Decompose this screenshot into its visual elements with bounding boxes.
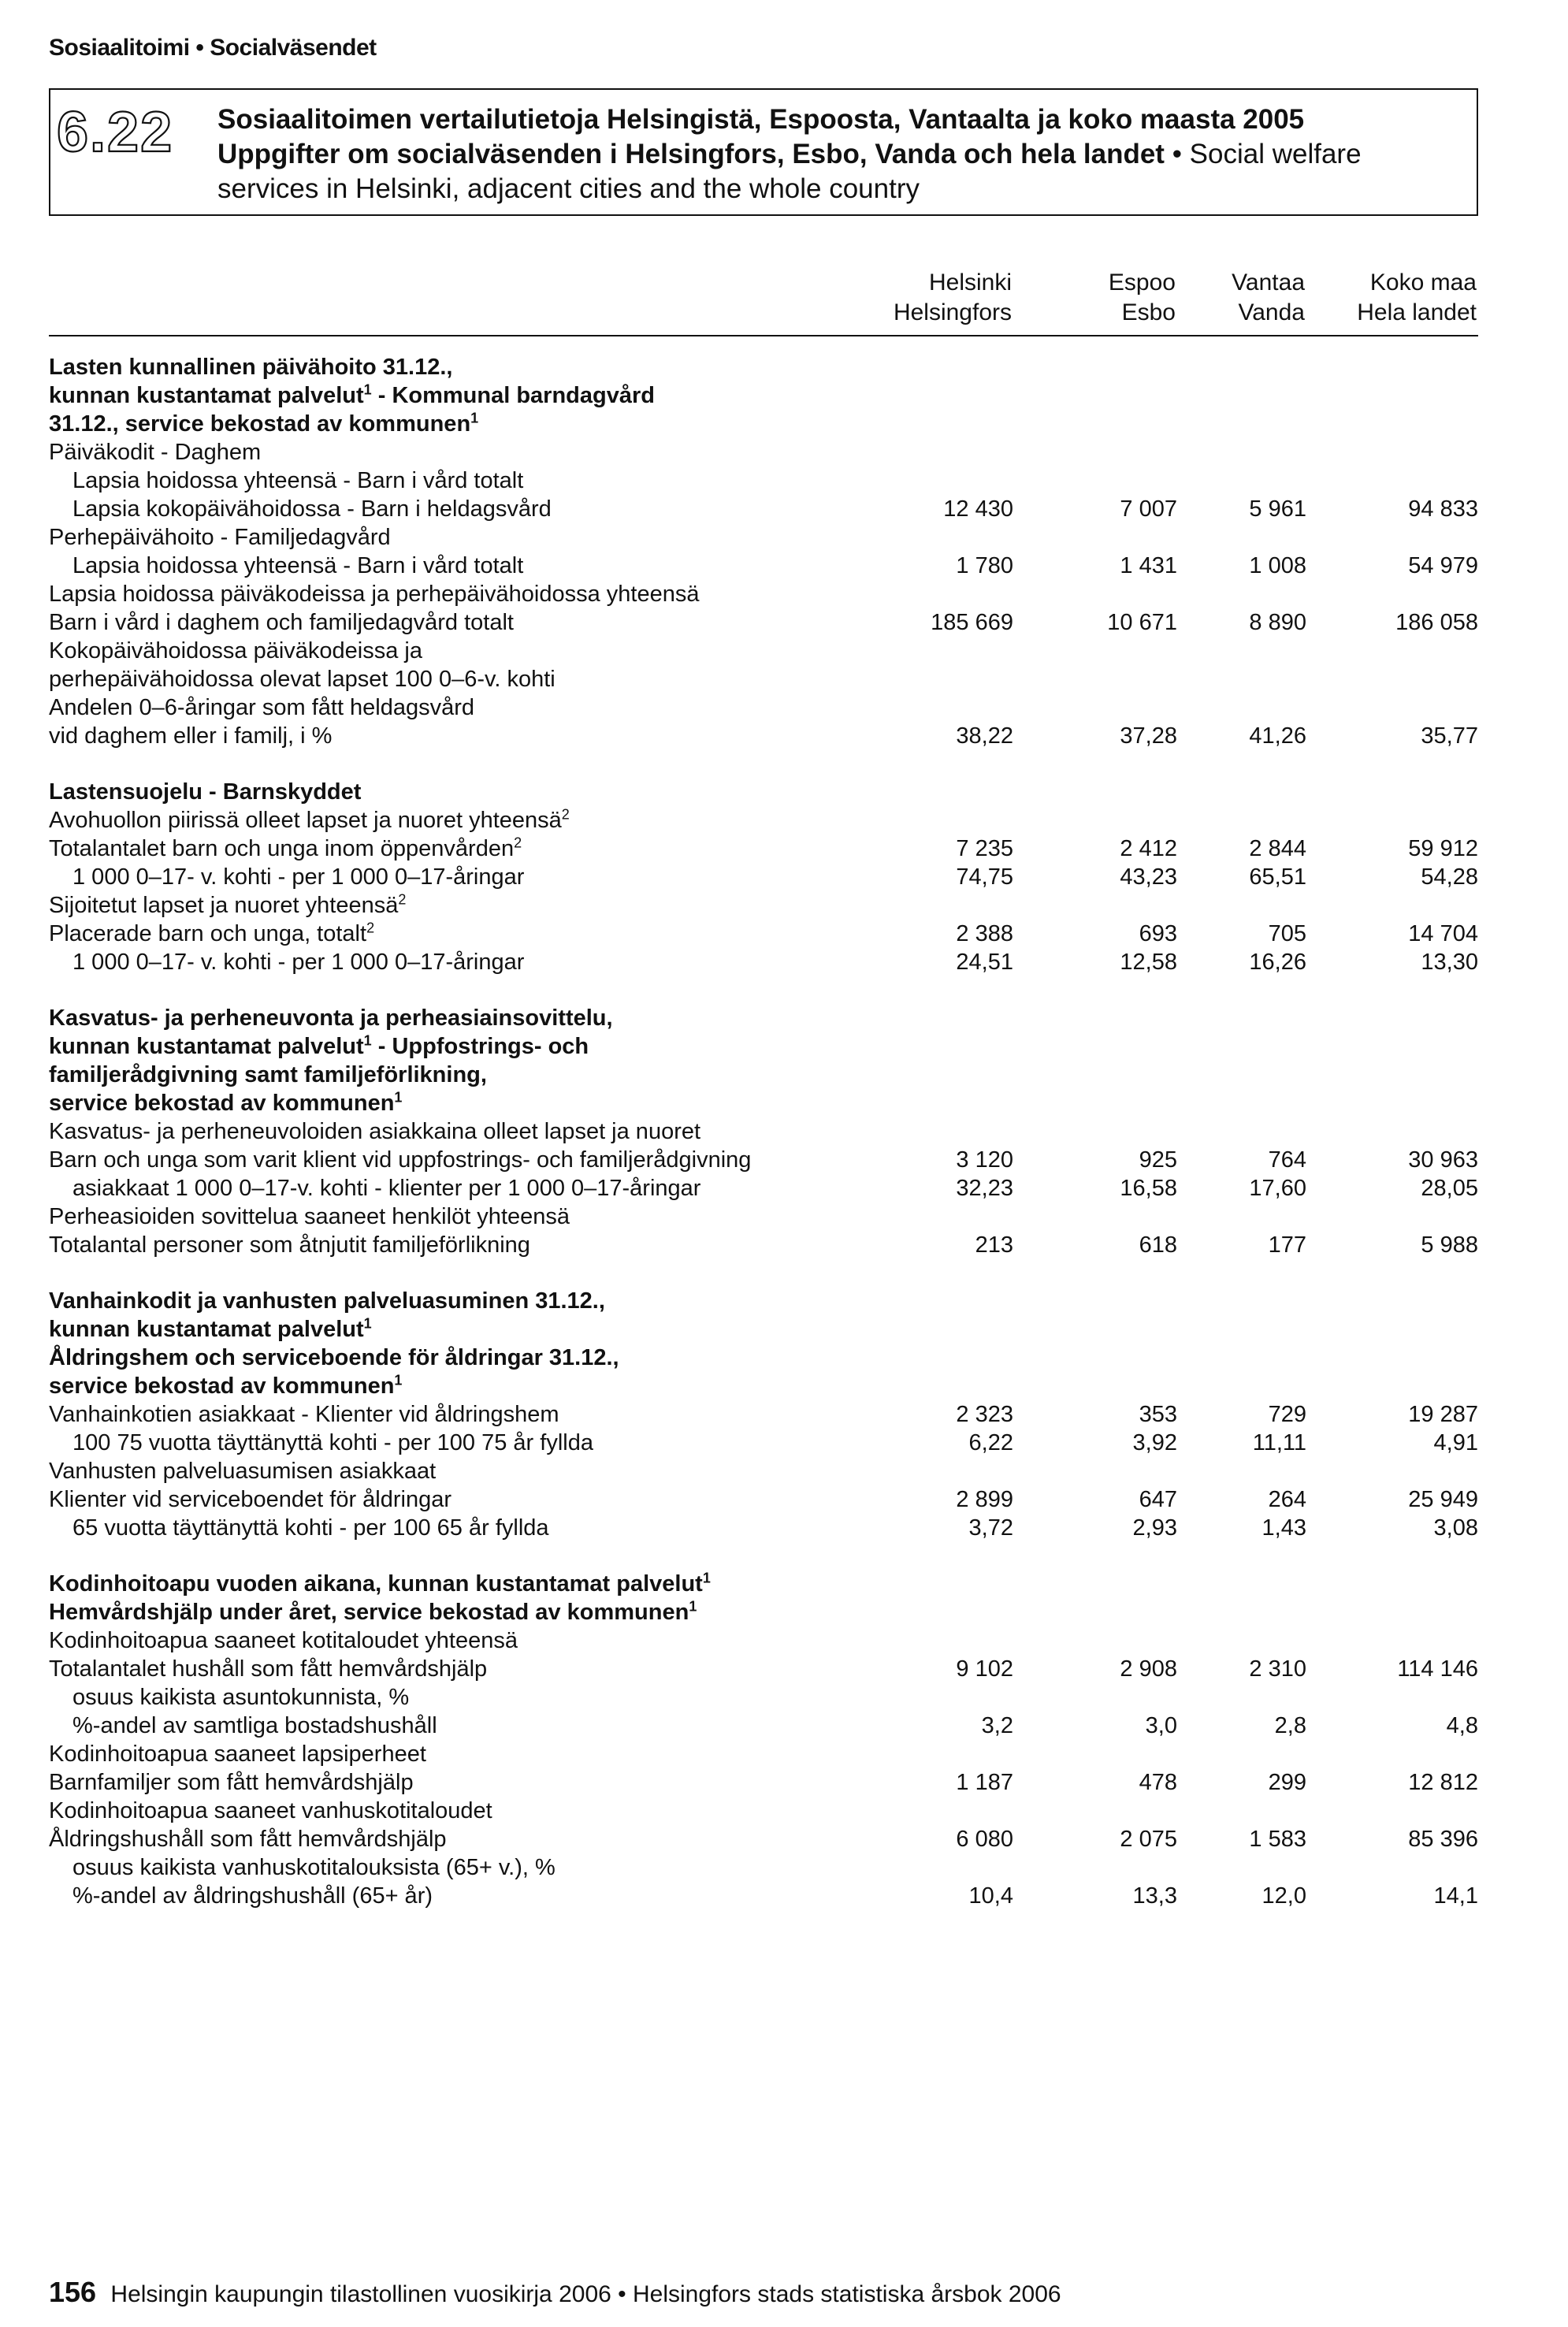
row-label [49, 891, 406, 920]
section-heading-row [49, 353, 1478, 381]
row-label [49, 1203, 570, 1231]
row-label [72, 1683, 409, 1712]
row-label-text: Kasvatus- ja perheneuvonta ja perheasiainsovittelu, [49, 1006, 613, 1031]
row-label [49, 1146, 751, 1174]
row-label [72, 1514, 549, 1542]
cell-helsinki: 10,4 [968, 1883, 1013, 1909]
cell-espoo: 2 412 [1120, 836, 1177, 861]
row-label [49, 1598, 697, 1626]
table-row [49, 1485, 1478, 1514]
section-heading-row [49, 1570, 1478, 1598]
cell-vantaa: 1,43 [1261, 1515, 1306, 1541]
table-row [49, 467, 1478, 495]
row-label-text: Lapsia kokopäivähoidossa - Barn i heldagsvård [72, 496, 552, 522]
table-row [49, 1203, 1478, 1231]
cell-koko-maa: 4,8 [1446, 1713, 1478, 1738]
row-label-text: asiakkaat 1 000 0–17-v. kohti - klienter per 1 000 0–17-åringar [72, 1176, 701, 1201]
row-label-text: 1 000 0–17- v. kohti - per 1 000 0–17-åringar [72, 864, 525, 890]
table-row [49, 1626, 1478, 1655]
row-label-text: Totalantalet hushåll som fått hemvårdshjälp [49, 1656, 488, 1682]
cell-koko-maa: 5 988 [1421, 1232, 1478, 1258]
row-label [49, 1344, 619, 1372]
cell-vantaa: 729 [1268, 1402, 1306, 1427]
page-footer [49, 2276, 1061, 2309]
row-label-text: Barn och unga som varit klient vid uppfostrings- och familjerådgivning [49, 1147, 752, 1173]
row-label-text: osuus kaikista asuntokunnista, % [72, 1685, 410, 1710]
row-label-text: Lasten kunnallinen päivähoito 31.12., [49, 355, 453, 380]
table-row [49, 806, 1478, 835]
cell-espoo: 43,23 [1120, 864, 1177, 890]
cell-koko-maa: 59 912 [1408, 836, 1478, 861]
row-label [49, 1117, 700, 1146]
footnote-marker: 1 [689, 1598, 697, 1615]
cell-helsinki: 7 235 [956, 836, 1013, 861]
column-header-sv: Hela landet [1357, 299, 1477, 325]
cell-vantaa: 2 844 [1249, 836, 1306, 861]
footnote-marker: 1 [702, 1570, 711, 1586]
row-label [49, 381, 655, 410]
cell-helsinki: 74,75 [956, 864, 1013, 890]
cell-vantaa: 177 [1268, 1232, 1306, 1258]
row-label-text: 65 vuotta täyttänyttä kohti - per 100 65 år fyllda [72, 1515, 549, 1541]
row-label-text: Perhepäivähoito - Familjedagvård [49, 525, 391, 550]
row-label [49, 1768, 414, 1797]
section-heading-row [49, 381, 1478, 410]
row-label [49, 1231, 530, 1259]
row-label [49, 722, 332, 750]
row-label [49, 410, 478, 438]
cell-espoo: 2 075 [1120, 1827, 1177, 1852]
cell-helsinki: 9 102 [956, 1656, 1013, 1682]
cell-vantaa: 1 008 [1249, 553, 1306, 578]
cell-koko-maa: 19 287 [1408, 1402, 1478, 1427]
section-home-help [49, 1570, 1478, 1910]
table-row [49, 891, 1478, 920]
cell-koko-maa: 14,1 [1433, 1883, 1478, 1909]
footnote-marker: 2 [561, 806, 570, 823]
cell-espoo: 2 908 [1120, 1656, 1177, 1682]
footnote-marker: 1 [363, 1315, 372, 1332]
cell-espoo: 1 431 [1120, 553, 1177, 578]
page-header: Sosiaalitoimi • Socialväsendet [49, 35, 377, 61]
row-label [49, 1570, 711, 1598]
row-label-text: Sijoitetut lapset ja nuoret yhteensä [49, 893, 399, 918]
row-label [49, 1457, 436, 1485]
cell-koko-maa: 94 833 [1408, 496, 1478, 522]
column-header-sv: Vanda [1238, 299, 1305, 325]
cell-vantaa: 764 [1268, 1147, 1306, 1173]
column-header-fi: Koko maa [1369, 270, 1477, 296]
row-label-text: Hemvårdshjälp under året, service bekostad av kommunen [49, 1600, 689, 1625]
cell-helsinki: 3 120 [956, 1147, 1013, 1173]
row-label-text: 100 75 vuotta täyttänyttä kohti - per 100 75 år fyllda [72, 1430, 593, 1455]
cell-espoo: 925 [1139, 1147, 1177, 1173]
row-label-continuation: - Kommunal barndagvård [371, 383, 655, 408]
row-label-text: vid daghem eller i familj, i % [49, 723, 333, 749]
row-label-text: Vanhainkotien asiakkaat - Klienter vid åldringshem [49, 1402, 559, 1427]
cell-helsinki: 12 430 [943, 496, 1013, 522]
table-row [49, 523, 1478, 552]
table-row [49, 1740, 1478, 1768]
row-label [49, 835, 522, 863]
row-label-text: Vanhusten palveluasumisen asiakkaat [49, 1459, 437, 1484]
cell-helsinki: 6 080 [956, 1827, 1013, 1852]
cell-koko-maa: 85 396 [1408, 1827, 1478, 1852]
section-elderly-care [49, 1287, 1478, 1542]
row-label-text: Åldringshushåll som fått hemvårdshjälp [49, 1827, 447, 1852]
table-row [49, 1117, 1478, 1146]
footer-text: Helsingin kaupungin tilastollinen vuosikirja 2006 • Helsingfors stads statistiska årsbok 2006 [110, 2281, 1061, 2307]
cell-helsinki: 32,23 [956, 1176, 1013, 1201]
cell-helsinki: 24,51 [956, 950, 1013, 975]
table-row [49, 1882, 1478, 1910]
cell-koko-maa: 35,77 [1421, 723, 1478, 749]
row-label [49, 608, 514, 637]
section-heading-row [49, 1089, 1478, 1117]
row-label-text: Lastensuojelu - Barnskyddet [49, 779, 362, 805]
column-header-fi: Helsinki [928, 270, 1012, 296]
cell-helsinki: 2 388 [956, 921, 1013, 946]
cell-vantaa: 2,8 [1274, 1713, 1306, 1738]
table-row [49, 608, 1478, 637]
cell-koko-maa: 30 963 [1408, 1147, 1478, 1173]
table-title [217, 102, 1462, 206]
section-heading-row [49, 410, 1478, 438]
statistics-table [49, 353, 1478, 1938]
cell-helsinki: 213 [975, 1232, 1013, 1258]
cell-espoo: 13,3 [1132, 1883, 1177, 1909]
table-row [49, 1768, 1478, 1797]
cell-helsinki: 3,72 [968, 1515, 1013, 1541]
column-header-koko-maa [1256, 268, 1477, 328]
row-label-text: Klienter vid serviceboendet för åldringar [49, 1487, 451, 1512]
section-child-welfare [49, 778, 1478, 976]
row-label-text: Perheasioiden sovittelua saaneet henkilöt yhteensä [49, 1204, 570, 1229]
row-label-text: 31.12., service bekostad av kommunen [49, 411, 471, 437]
table-row [49, 1825, 1478, 1853]
cell-espoo: 693 [1139, 921, 1177, 946]
row-label-text: Totalantalet barn och unga inom öppenvården [49, 836, 515, 861]
column-header-sv: Helsingfors [893, 299, 1012, 325]
table-row [49, 1797, 1478, 1825]
row-label-text: service bekostad av kommunen [49, 1091, 395, 1116]
footnote-marker: 2 [398, 891, 407, 908]
table-row [49, 637, 1478, 665]
row-label-text: familjerådgivning samt familjeförlikning, [49, 1062, 487, 1087]
row-label-text: Totalantal personer som åtnjutit familjeförlikning [49, 1232, 530, 1258]
table-row [49, 1231, 1478, 1259]
row-label [49, 1032, 589, 1061]
row-label [49, 778, 361, 806]
section-heading-row [49, 1372, 1478, 1400]
row-label [72, 1174, 700, 1203]
footnote-marker: 1 [363, 381, 372, 398]
row-label [49, 1061, 487, 1089]
cell-helsinki: 6,22 [968, 1430, 1013, 1455]
cell-vantaa: 264 [1268, 1487, 1306, 1512]
cell-koko-maa: 114 146 [1397, 1656, 1478, 1682]
section-heading-row [49, 1004, 1478, 1032]
table-title-box [49, 88, 1478, 216]
row-label [49, 1400, 559, 1429]
row-label [49, 1655, 487, 1683]
column-header-sv: Esbo [1121, 299, 1176, 325]
row-label [72, 1882, 433, 1910]
row-label [49, 1372, 402, 1400]
section-heading-row [49, 778, 1478, 806]
table-row [49, 438, 1478, 467]
table-row [49, 580, 1478, 608]
section-heading-row [49, 1344, 1478, 1372]
table-row [49, 1514, 1478, 1542]
cell-koko-maa: 3,08 [1433, 1515, 1478, 1541]
cell-espoo: 618 [1139, 1232, 1177, 1258]
page-number: 156 [49, 2276, 97, 2308]
cell-vantaa: 65,51 [1249, 864, 1306, 890]
table-row [49, 1655, 1478, 1683]
cell-espoo: 3,92 [1132, 1430, 1177, 1455]
cell-espoo: 3,0 [1145, 1713, 1177, 1738]
cell-helsinki: 38,22 [956, 723, 1013, 749]
row-label-text: osuus kaikista vanhuskotitalouksista (65+ v.), % [72, 1855, 555, 1880]
cell-espoo: 12,58 [1120, 950, 1177, 975]
cell-koko-maa: 186 058 [1395, 610, 1478, 635]
cell-koko-maa: 54,28 [1421, 864, 1478, 890]
row-label-text: kunnan kustantamat palvelut [49, 1317, 364, 1342]
row-label-text: %-andel av samtliga bostadshushåll [72, 1713, 437, 1738]
cell-espoo: 647 [1139, 1487, 1177, 1512]
row-label-text: Barn i vård i daghem och familjedagvård totalt [49, 610, 514, 635]
column-header-fi: Vantaa [1232, 270, 1305, 296]
row-label [72, 1429, 593, 1457]
row-label [72, 467, 523, 495]
footnote-marker: 1 [363, 1032, 372, 1049]
row-label [72, 1712, 437, 1740]
row-label-text: Kodinhoitoapua saaneet kotitaloudet yhteensä [49, 1628, 518, 1653]
cell-koko-maa: 28,05 [1421, 1176, 1478, 1201]
row-label-text: Kodinhoitoapu vuoden aikana, kunnan kustantamat palvelut [49, 1571, 703, 1597]
table-row [49, 920, 1478, 948]
row-label [49, 1287, 605, 1315]
row-label [49, 806, 570, 835]
row-label [49, 1089, 402, 1117]
table-row [49, 1457, 1478, 1485]
table-row [49, 948, 1478, 976]
row-label [49, 920, 374, 948]
cell-vantaa: 17,60 [1249, 1176, 1306, 1201]
cell-helsinki: 2 899 [956, 1487, 1013, 1512]
cell-espoo: 353 [1139, 1402, 1177, 1427]
row-label-continuation: - Uppfostrings- och [371, 1034, 589, 1059]
row-label [49, 1004, 613, 1032]
footnote-marker: 2 [514, 835, 522, 851]
row-label-text: Kokopäivähoidossa päiväkodeissa ja [49, 638, 422, 664]
title-swedish: Uppgifter om socialväsenden i Helsingfors, Esbo, Vanda och hela landet [217, 139, 1165, 169]
cell-espoo: 16,58 [1120, 1176, 1177, 1201]
cell-vantaa: 16,26 [1249, 950, 1306, 975]
row-label-text: Kodinhoitoapua saaneet vanhuskotitaloudet [49, 1798, 492, 1823]
row-label [49, 1825, 447, 1853]
row-label [72, 552, 523, 580]
cell-vantaa: 705 [1268, 921, 1306, 946]
row-label [49, 1626, 518, 1655]
row-label-text: service bekostad av kommunen [49, 1374, 395, 1399]
table-row [49, 835, 1478, 863]
row-label [49, 1485, 451, 1514]
row-label [49, 665, 555, 693]
row-label-text: kunnan kustantamat palvelut [49, 1034, 364, 1059]
table-number: 6.22 [57, 101, 174, 164]
row-label [49, 523, 391, 552]
row-label [49, 1740, 426, 1768]
cell-vantaa: 41,26 [1249, 723, 1306, 749]
row-label [72, 495, 552, 523]
row-label-text: perhepäivähoidossa olevat lapset 100 0–6-v. kohti [49, 667, 555, 692]
cell-espoo: 37,28 [1120, 723, 1177, 749]
cell-vantaa: 299 [1268, 1770, 1306, 1795]
title-finnish: Sosiaalitoimen vertailutietoja Helsingistä, Espoosta, Vantaalta ja koko maasta 2005 [217, 104, 1305, 135]
cell-espoo: 2,93 [1132, 1515, 1177, 1541]
title-english: • Social welfare services in Helsinki, adjacent cities and the whole country [217, 139, 1362, 204]
cell-vantaa: 8 890 [1249, 610, 1306, 635]
row-label-text: Päiväkodit - Daghem [49, 440, 262, 465]
row-label-text: Lapsia hoidossa yhteensä - Barn i vård totalt [72, 553, 524, 578]
cell-helsinki: 1 780 [956, 553, 1013, 578]
footnote-marker: 2 [366, 920, 375, 936]
table-row [49, 693, 1478, 722]
footnote-marker: 1 [394, 1372, 403, 1388]
row-label-text: kunnan kustantamat palvelut [49, 383, 364, 408]
row-label [49, 580, 699, 608]
row-label-text: Avohuollon piirissä olleet lapset ja nuoret yhteensä [49, 808, 562, 833]
cell-helsinki: 2 323 [956, 1402, 1013, 1427]
cell-helsinki: 185 669 [931, 610, 1013, 635]
cell-vantaa: 2 310 [1249, 1656, 1306, 1682]
cell-espoo: 10 671 [1107, 610, 1177, 635]
row-label-text: Kasvatus- ja perheneuvoloiden asiakkaina olleet lapset ja nuoret [49, 1119, 701, 1144]
row-label-text: Åldringshem och serviceboende för åldringar 31.12., [49, 1345, 619, 1370]
section-heading-row [49, 1061, 1478, 1089]
section-daycare [49, 353, 1478, 750]
row-label [49, 438, 261, 467]
cell-helsinki: 1 187 [956, 1770, 1013, 1795]
row-label [49, 637, 422, 665]
section-heading-row [49, 1598, 1478, 1626]
cell-vantaa: 1 583 [1249, 1827, 1306, 1852]
row-label-text: Vanhainkodit ja vanhusten palveluasuminen 31.12., [49, 1288, 605, 1314]
cell-vantaa: 11,11 [1252, 1430, 1306, 1455]
cell-espoo: 478 [1139, 1770, 1177, 1795]
row-label [49, 1797, 492, 1825]
table-row [49, 1683, 1478, 1712]
row-label [49, 353, 452, 381]
section-heading-row [49, 1032, 1478, 1061]
table-row [49, 495, 1478, 523]
table-row [49, 863, 1478, 891]
row-label-text: 1 000 0–17- v. kohti - per 1 000 0–17-åringar [72, 950, 525, 975]
cell-koko-maa: 13,30 [1421, 950, 1478, 975]
table-row [49, 1712, 1478, 1740]
header-rule [49, 335, 1478, 336]
row-label-text: Andelen 0–6-åringar som fått heldagsvård [49, 695, 475, 720]
cell-koko-maa: 12 812 [1408, 1770, 1478, 1795]
row-label [72, 863, 524, 891]
table-row [49, 1174, 1478, 1203]
column-header-fi: Espoo [1108, 270, 1176, 296]
row-label [49, 1315, 372, 1344]
cell-koko-maa: 14 704 [1408, 921, 1478, 946]
table-row [49, 1400, 1478, 1429]
cell-koko-maa: 25 949 [1408, 1487, 1478, 1512]
cell-koko-maa: 54 979 [1408, 553, 1478, 578]
footnote-marker: 1 [470, 410, 479, 426]
row-label-text: Lapsia hoidossa päiväkodeissa ja perhepäivähoidossa yhteensä [49, 582, 700, 607]
row-label-text: Kodinhoitoapua saaneet lapsiperheet [49, 1742, 426, 1767]
cell-espoo: 7 007 [1120, 496, 1177, 522]
cell-koko-maa: 4,91 [1433, 1430, 1478, 1455]
table-row [49, 1853, 1478, 1882]
table-row [49, 665, 1478, 693]
cell-vantaa: 5 961 [1249, 496, 1306, 522]
row-label-text: Barnfamiljer som fått hemvårdshjälp [49, 1770, 414, 1795]
section-family-counselling [49, 1004, 1478, 1259]
table-row [49, 722, 1478, 750]
row-label-text: %-andel av åldringshushåll (65+ år) [72, 1883, 433, 1909]
cell-helsinki: 3,2 [981, 1713, 1013, 1738]
footnote-marker: 1 [394, 1089, 403, 1106]
row-label-text: Lapsia hoidossa yhteensä - Barn i vård totalt [72, 468, 524, 493]
row-label-text: Placerade barn och unga, totalt [49, 921, 367, 946]
section-heading-row [49, 1315, 1478, 1344]
row-label [72, 1853, 555, 1882]
row-label [49, 693, 474, 722]
cell-vantaa: 12,0 [1261, 1883, 1306, 1909]
row-label [72, 948, 524, 976]
table-row [49, 1146, 1478, 1174]
table-row [49, 552, 1478, 580]
section-heading-row [49, 1287, 1478, 1315]
table-row [49, 1429, 1478, 1457]
